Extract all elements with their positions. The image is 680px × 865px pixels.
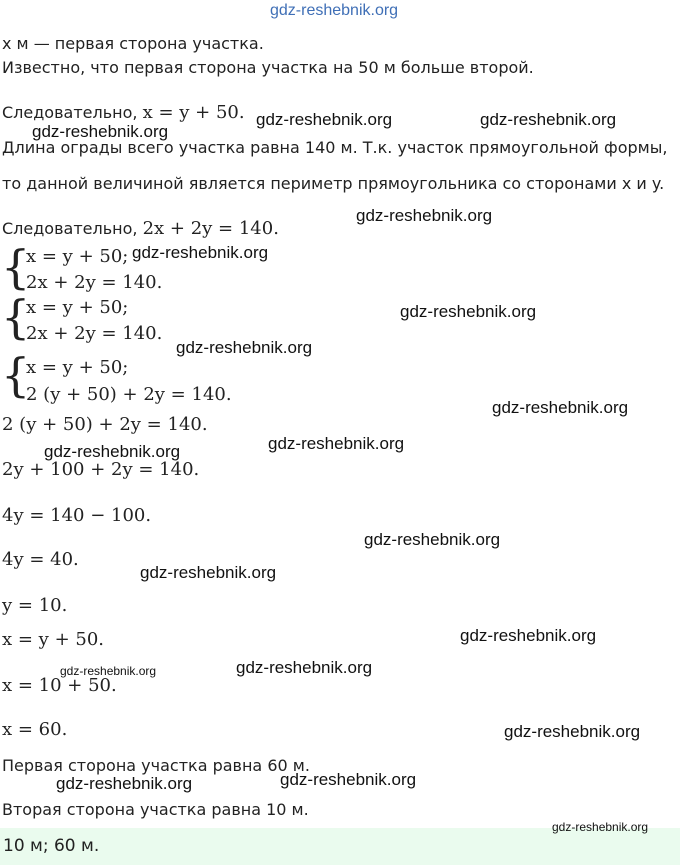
system-3-eq-2: 2 (y + 50) + 2y = 140. xyxy=(26,384,232,405)
equation-7: x = 10 + 50. xyxy=(2,675,117,696)
equation-6: x = y + 50. xyxy=(2,629,104,650)
brace-icon: { xyxy=(1,290,31,344)
watermark: gdz-reshebnik.org xyxy=(268,434,405,453)
text-line-3 xyxy=(2,102,245,123)
watermark: gdz-reshebnik.org xyxy=(140,563,277,582)
watermark: gdz-reshebnik.org xyxy=(400,302,537,321)
equation-3: 4y = 140 − 100. xyxy=(2,505,152,526)
text-prefix: Следовательно, xyxy=(2,219,143,238)
equation-4: 4y = 40. xyxy=(2,549,79,570)
math-equation: 2x + 2y = 140. xyxy=(142,218,279,239)
watermark: gdz-reshebnik.org xyxy=(256,110,393,129)
equation-1: 2 (y + 50) + 2y = 140. xyxy=(2,414,208,435)
equation-8: x = 60. xyxy=(2,719,68,740)
system-3-eq-1: x = y + 50; xyxy=(26,357,129,378)
text-line-2: Известно, что первая сторона участка на 50 м больше второй. xyxy=(2,58,534,77)
equation-5: y = 10. xyxy=(2,595,68,616)
watermark: gdz-reshebnik.org xyxy=(236,658,373,677)
text-line-6 xyxy=(2,218,279,239)
watermark: gdz-reshebnik.org xyxy=(132,243,269,262)
watermark: gdz-reshebnik.org xyxy=(552,820,649,834)
system-1-eq-2: 2x + 2y = 140. xyxy=(26,272,163,293)
watermark: gdz-reshebnik.org xyxy=(176,338,313,357)
watermark: gdz-reshebnik.org xyxy=(60,664,157,678)
answer-text: 10 м; 60 м. xyxy=(3,836,100,856)
watermark: gdz-reshebnik.org xyxy=(44,442,181,461)
watermark: gdz-reshebnik.org xyxy=(356,206,493,225)
watermark: gdz-reshebnik.org xyxy=(480,110,617,129)
watermark: gdz-reshebnik.org xyxy=(280,770,417,789)
watermark: gdz-reshebnik.org xyxy=(492,398,629,417)
text-prefix: Следовательно, xyxy=(2,103,143,122)
watermark: gdz-reshebnik.org xyxy=(504,722,641,741)
system-2-eq-1: x = y + 50; xyxy=(26,297,129,318)
system-1-eq-1: x = y + 50; xyxy=(26,246,129,267)
brace-icon: { xyxy=(1,240,31,294)
watermark: gdz-reshebnik.org xyxy=(56,774,193,793)
watermark: gdz-reshebnik.org xyxy=(460,626,597,645)
watermark: gdz-reshebnik.org xyxy=(364,530,501,549)
brace-icon: { xyxy=(1,348,31,402)
text-line-1: x м — первая сторона участка. xyxy=(2,34,264,53)
equation-2: 2y + 100 + 2y = 140. xyxy=(2,459,200,480)
conclusion-first: Первая сторона участка равна 60 м. xyxy=(2,756,310,775)
text-line-5: то данной величиной является периметр прямоугольника со сторонами x и y. xyxy=(2,174,665,193)
watermark: gdz-reshebnik.org xyxy=(270,2,399,19)
watermark: gdz-reshebnik.org xyxy=(32,122,169,141)
conclusion-second: Вторая сторона участка равна 10 м. xyxy=(2,800,309,819)
system-2-eq-2: 2x + 2y = 140. xyxy=(26,323,163,344)
math-equation: x = y + 50. xyxy=(142,102,245,123)
text-line-4: Длина ограды всего участка равна 140 м. Т.к. участок прямоугольной формы, xyxy=(2,138,668,157)
